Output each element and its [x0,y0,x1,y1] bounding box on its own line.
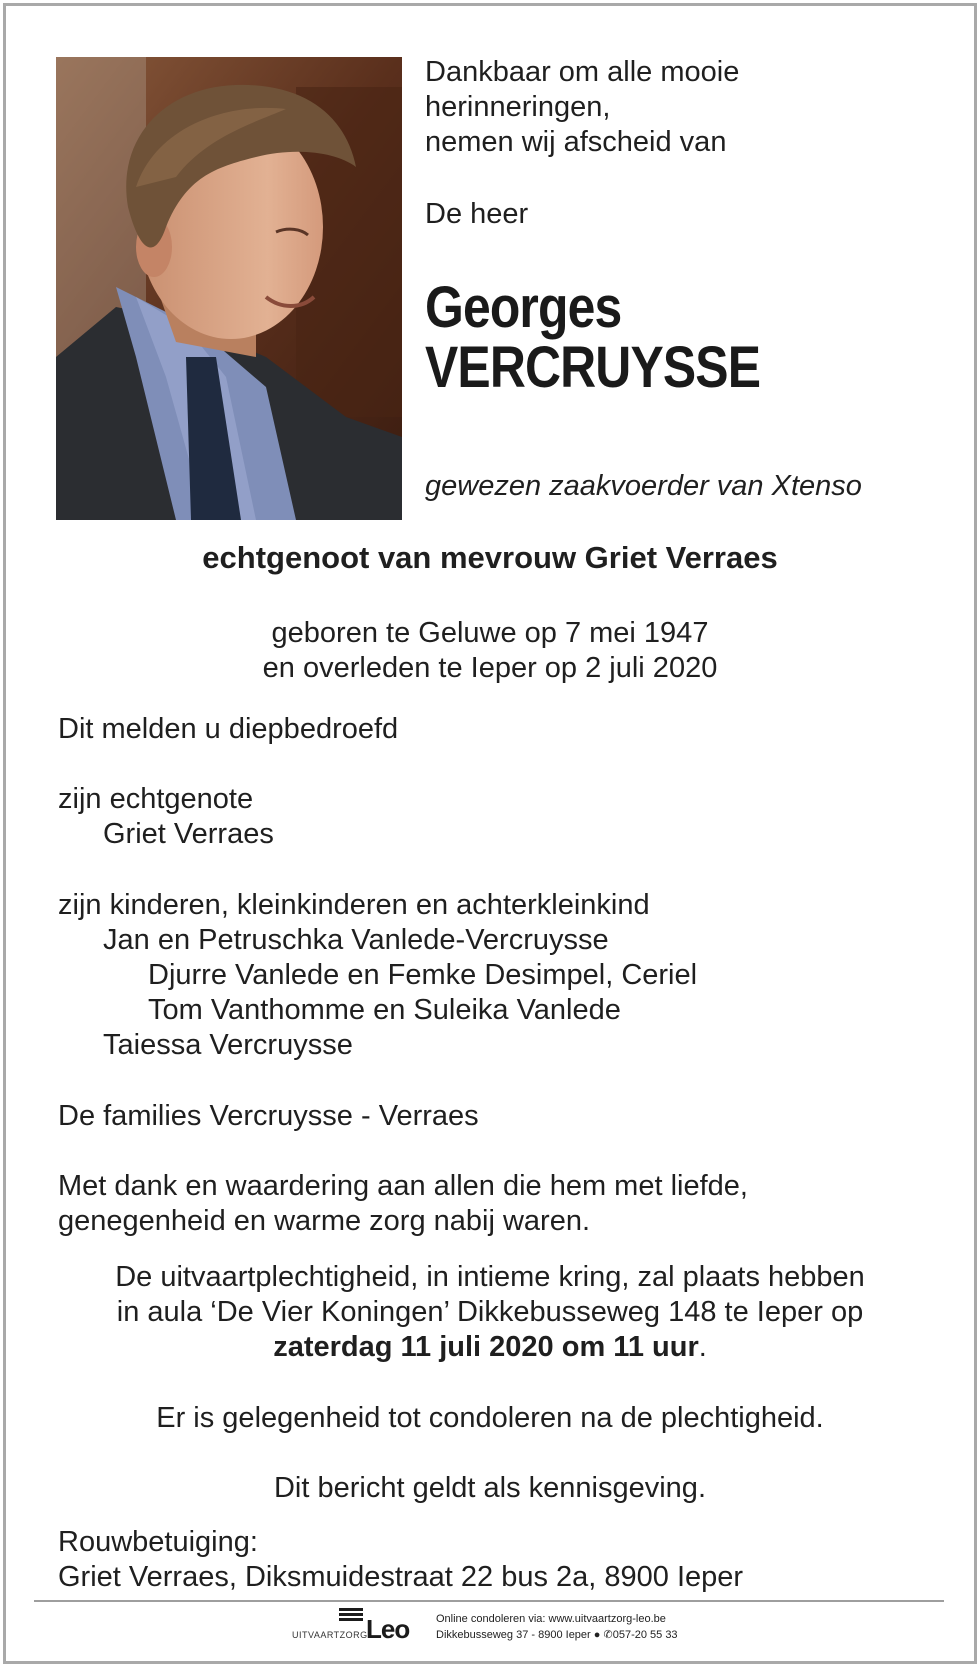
spouse-name: Griet Verraes [103,818,274,850]
footer-contact [436,1611,678,1643]
first-name: Georges [425,275,622,340]
families-line: De families Vercruysse - Verraes [58,1100,479,1132]
logo-name: Leo [366,1614,410,1644]
grandchild-line: Djurre Vanlede en Femke Desimpel, Ceriel [148,959,698,991]
children-section [58,888,697,1063]
spouse-line: echtgenoot van mevrouw Griet Verraes [202,540,778,575]
mourning-contact: Griet Verraes, Diksmuidestraat 22 bus 2a, 8900 Ieper [58,1561,744,1593]
footer-address: Dikkebusseweg 37 - 8900 Ieper [436,1629,591,1641]
phone-icon: ✆ [603,1629,613,1641]
mourning-label: Rouwbetuiging: [58,1526,258,1558]
ceremony-line: in aula ‘De Vier Koningen’ Dikkebusseweg 148 te Ieper op [116,1296,864,1328]
deceased-name [425,275,761,400]
leo-logo-icon [339,1608,363,1622]
condolence-note: Er is gelegenheid tot condoleren na de plechtigheid. [156,1402,824,1434]
logo-prefix: UITVAARTZORG [292,1630,368,1640]
announcement: Dit melden u diepbedroefd [58,713,399,745]
dot-icon: ● [593,1629,601,1641]
notice: Dit bericht geldt als kennisgeving. [273,1472,706,1504]
footer-phone: 057-20 55 33 [612,1629,678,1641]
ceremony-date: zaterdag 11 juli 2020 om 11 uur [273,1331,699,1363]
last-name: VERCRUYSSE [425,335,761,400]
footer-address-line [436,1627,678,1643]
ceremony-info [0,1260,980,1365]
spouse-label: zijn echtgenote [58,783,254,815]
honorific-title: De heer [425,198,529,230]
intro-line: herinneringen, [425,91,611,123]
intro-line: nemen wij afscheid van [425,126,727,158]
thanks-line: Met dank en waardering aan allen die hem met liefde, [58,1170,748,1202]
grandchild-line: Tom Vanthomme en Suleika Vanlede [148,994,621,1026]
footer-online: Online condoleren via: www.uitvaartzorg-leo.be [436,1613,666,1625]
thanks-line: genegenheid en warme zorg nabij waren. [58,1205,591,1237]
birth-dates [0,616,980,686]
thanks-text [58,1169,748,1239]
intro-text [425,55,739,160]
portrait-photo [56,57,402,520]
ceremony-line: De uitvaartplechtigheid, in intieme kring, zal plaats hebben [115,1261,865,1293]
ceremony-date-line [0,1330,980,1365]
intro-line: Dankbaar om alle mooie [425,56,740,88]
spouse-section [58,782,274,852]
footer-divider [34,1600,944,1602]
mourning-address [58,1525,743,1595]
death-line: en overleden te Ieper op 2 juli 2020 [262,652,718,684]
birth-line: geboren te Geluwe op 7 mei 1947 [271,617,709,649]
ceremony-date-suffix: . [698,1331,707,1363]
children-label: zijn kinderen, kleinkinderen en achterkleinkind [58,889,650,921]
child-line: Jan en Petruschka Vanlede-Vercruysse [103,924,609,956]
child-line: Taiessa Vercruysse [103,1029,353,1061]
occupation: gewezen zaakvoerder van Xtenso [425,470,862,502]
